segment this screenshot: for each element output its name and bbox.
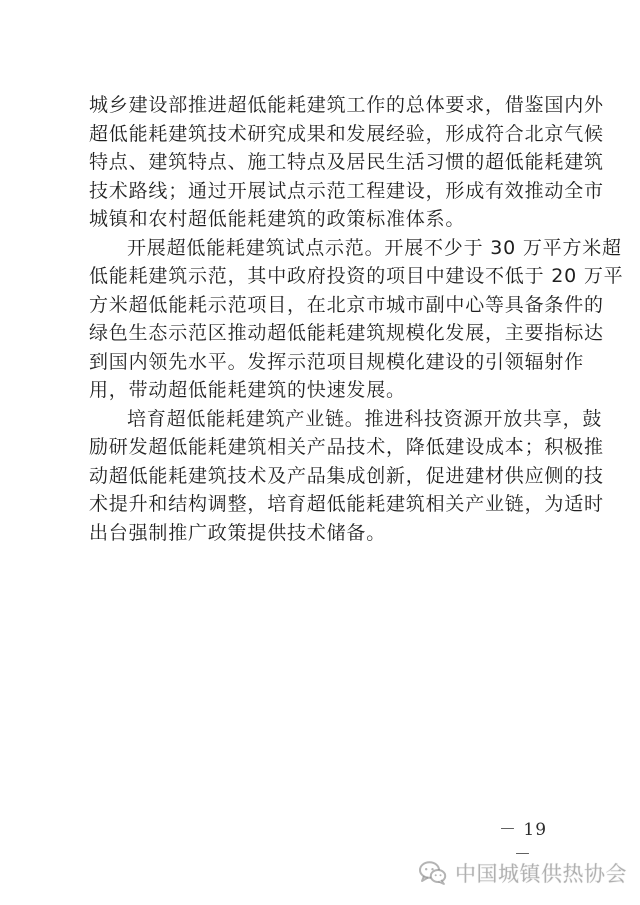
paragraph-line: 技术路线；通过开展试点示范工程建设，形成有效推动全市 [89,179,604,202]
paragraph-line: 到国内领先水平。发挥示范项目规模化建设的引领辐射作 [89,350,585,373]
paragraph-line: 开展超低能耗建筑试点示范。开展不少于 30 万平方米超 [127,236,622,259]
paragraph-1 [89,91,604,234]
body-text [89,91,624,547]
paragraph-line: 培育超低能耗建筑产业链。推进科技资源开放共享，鼓 [127,407,603,430]
paragraph-line: 城镇和农村超低能耗建筑的政策标准体系。 [89,208,466,230]
paragraph-line: 出台强制推广政策提供技术储备。 [89,521,387,544]
paragraph-line: 绿色生态示范区推动超低能耗建筑规模化发展，主要指标达 [89,322,604,344]
wechat-icon [418,860,448,886]
paragraph-line: 用，带动超低能耗建筑的快速发展。 [89,379,406,401]
paragraph-line: 超低能耗建筑技术研究成果和发展经验，形成符合北京气候 [89,122,604,145]
paragraph-line: 特点、建筑特点、施工特点及居民生活习惯的超低能耗建筑 [89,151,604,173]
paragraph-line: 动超低能耗建筑技术及产品集成创新，促进建材供应侧的技 [89,464,604,487]
watermark-text: 中国城镇供热协会 [455,862,627,886]
paragraph-line: 励研发超低能耗建筑相关产品技术，降低建设成本；积极推 [89,436,604,458]
paragraph-3 [89,405,604,548]
paragraph-line: 城乡建设部推进超低能耗建筑工作的总体要求，借鉴国内外 [89,94,604,116]
paragraph-line: 方米超低能耗示范项目，在北京市城市副中心等具备条件的 [89,293,604,316]
page-number: － 19 － [498,820,548,865]
paragraph-2 [89,234,624,405]
wechat-watermark [418,855,630,891]
paragraph-line: 低能耗建筑示范，其中政府投资的项目中建设不低于 20 万平 [89,265,624,287]
paragraph-line: 术提升和结构调整，培育超低能耗建筑相关产业链，为适时 [89,493,604,515]
